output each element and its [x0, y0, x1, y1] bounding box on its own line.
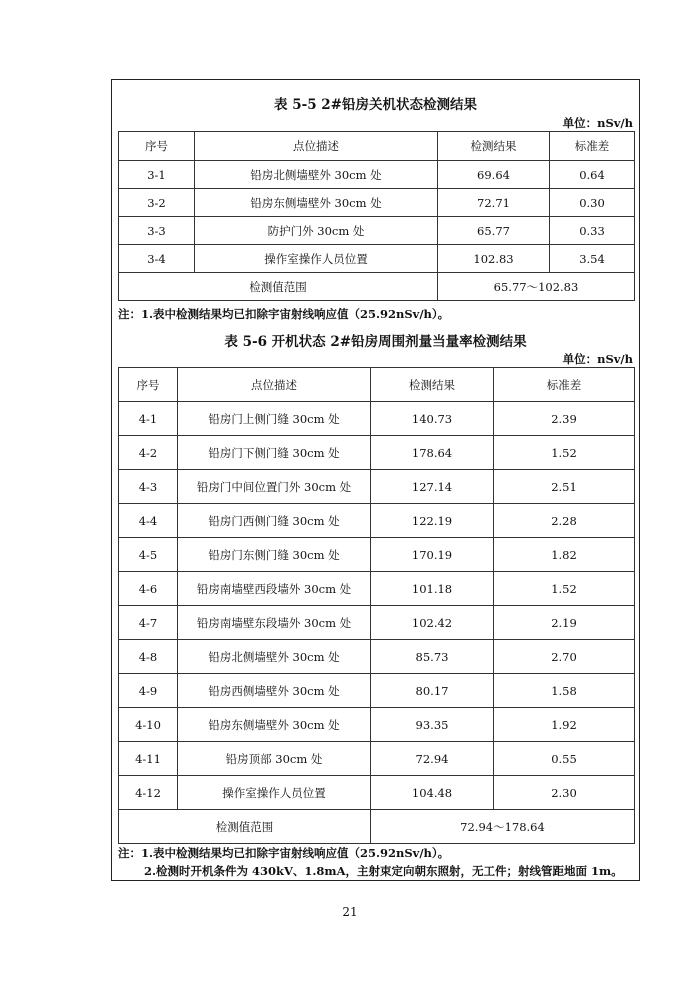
cell-location: 操作室操作人员位置 [195, 245, 438, 273]
cell-stddev: 0.30 [550, 189, 635, 217]
table-5-5-note: 注：1.表中检测结果均已扣除宇宙射线响应值（25.92nSv/h）。 [118, 307, 450, 321]
cell-location: 铅房南墙壁西段墙外 30cm 处 [178, 572, 371, 606]
cell-stddev: 2.30 [494, 776, 635, 810]
table-row [119, 708, 635, 742]
cell-stddev: 2.70 [494, 640, 635, 674]
cell-result: 170.19 [371, 538, 494, 572]
cell-location: 铅房门上侧门缝 30cm 处 [178, 402, 371, 436]
cell-result: 127.14 [371, 470, 494, 504]
cell-result: 80.17 [371, 674, 494, 708]
cell-index: 4-2 [119, 436, 178, 470]
cell-stddev: 0.64 [550, 161, 635, 189]
cell-stddev: 1.58 [494, 674, 635, 708]
cell-location: 铅房门下侧门缝 30cm 处 [178, 436, 371, 470]
table-row [119, 606, 635, 640]
cell-index: 4-12 [119, 776, 178, 810]
cell-index: 4-3 [119, 470, 178, 504]
header-stddev: 标准差 [494, 368, 635, 402]
cell-stddev: 1.82 [494, 538, 635, 572]
cell-stddev: 0.55 [494, 742, 635, 776]
range-value: 65.77～102.83 [438, 273, 635, 301]
header-index: 序号 [119, 132, 195, 161]
table-row [119, 402, 635, 436]
cell-location: 铅房北侧墙壁外 30cm 处 [178, 640, 371, 674]
cell-index: 4-11 [119, 742, 178, 776]
table-row [119, 470, 635, 504]
table-row [119, 504, 635, 538]
cell-result: 101.18 [371, 572, 494, 606]
cell-location: 防护门外 30cm 处 [195, 217, 438, 245]
cell-stddev: 1.52 [494, 572, 635, 606]
cell-result: 85.73 [371, 640, 494, 674]
table-5-6-note-2: 2.检测时开机条件为 430kV、1.8mA，主射束定向朝东照射，无工件；射线管距地面 1m。 [144, 864, 623, 878]
table-5-6-note-1: 注：1.表中检测结果均已扣除宇宙射线响应值（25.92nSv/h）。 [118, 846, 450, 860]
table-row [119, 189, 635, 217]
cell-location: 铅房南墙壁东段墙外 30cm 处 [178, 606, 371, 640]
cell-location: 铅房北侧墙壁外 30cm 处 [195, 161, 438, 189]
header-result: 检测结果 [438, 132, 550, 161]
table-5-5-title: 表 5-5 2#铅房关机状态检测结果 [274, 97, 477, 113]
cell-location: 铅房东侧墙壁外 30cm 处 [195, 189, 438, 217]
cell-index: 3-1 [119, 161, 195, 189]
header-location: 点位描述 [178, 368, 371, 402]
table-row [119, 245, 635, 273]
table-header-row [119, 368, 635, 402]
range-value: 72.94～178.64 [371, 810, 635, 844]
cell-index: 3-4 [119, 245, 195, 273]
cell-location: 铅房门东侧门缝 30cm 处 [178, 538, 371, 572]
cell-location: 铅房东侧墙壁外 30cm 处 [178, 708, 371, 742]
cell-stddev: 2.51 [494, 470, 635, 504]
cell-stddev: 3.54 [550, 245, 635, 273]
cell-index: 4-1 [119, 402, 178, 436]
cell-stddev: 2.28 [494, 504, 635, 538]
cell-index: 3-2 [119, 189, 195, 217]
cell-stddev: 1.52 [494, 436, 635, 470]
table-5-6-unit: 单位：nSv/h [562, 352, 633, 366]
range-row [119, 273, 635, 301]
cell-index: 4-6 [119, 572, 178, 606]
header-index: 序号 [119, 368, 178, 402]
table-5-6-title: 表 5-6 开机状态 2#铅房周围剂量当量率检测结果 [224, 334, 527, 350]
cell-result: 104.48 [371, 776, 494, 810]
range-row [119, 810, 635, 844]
cell-index: 4-4 [119, 504, 178, 538]
cell-result: 72.94 [371, 742, 494, 776]
table-row [119, 640, 635, 674]
cell-location: 铅房顶部 30cm 处 [178, 742, 371, 776]
table-5-5-unit: 单位：nSv/h [562, 116, 633, 130]
table-row [119, 161, 635, 189]
table-row [119, 436, 635, 470]
cell-location: 操作室操作人员位置 [178, 776, 371, 810]
cell-index: 4-9 [119, 674, 178, 708]
table-row [119, 538, 635, 572]
cell-result: 65.77 [438, 217, 550, 245]
cell-stddev: 2.39 [494, 402, 635, 436]
cell-result: 140.73 [371, 402, 494, 436]
cell-location: 铅房门西侧门缝 30cm 处 [178, 504, 371, 538]
range-label: 检测值范围 [119, 273, 438, 301]
cell-result: 69.64 [438, 161, 550, 189]
page-number: 21 [342, 905, 358, 919]
cell-index: 4-7 [119, 606, 178, 640]
table-row [119, 674, 635, 708]
cell-result: 93.35 [371, 708, 494, 742]
table-row [119, 742, 635, 776]
cell-stddev: 0.33 [550, 217, 635, 245]
header-location: 点位描述 [195, 132, 438, 161]
cell-index: 3-3 [119, 217, 195, 245]
range-label: 检测值范围 [119, 810, 371, 844]
header-result: 检测结果 [371, 368, 494, 402]
cell-result: 102.83 [438, 245, 550, 273]
cell-index: 4-8 [119, 640, 178, 674]
table-5-6 [118, 367, 635, 844]
table-row [119, 572, 635, 606]
cell-index: 4-5 [119, 538, 178, 572]
cell-stddev: 2.19 [494, 606, 635, 640]
table-row [119, 217, 635, 245]
cell-result: 178.64 [371, 436, 494, 470]
table-header-row [119, 132, 635, 161]
cell-location: 铅房门中间位置门外 30cm 处 [178, 470, 371, 504]
table-row [119, 776, 635, 810]
cell-result: 72.71 [438, 189, 550, 217]
cell-location: 铅房西侧墙壁外 30cm 处 [178, 674, 371, 708]
header-stddev: 标准差 [550, 132, 635, 161]
cell-index: 4-10 [119, 708, 178, 742]
cell-result: 102.42 [371, 606, 494, 640]
cell-result: 122.19 [371, 504, 494, 538]
cell-stddev: 1.92 [494, 708, 635, 742]
table-5-5 [118, 131, 635, 301]
